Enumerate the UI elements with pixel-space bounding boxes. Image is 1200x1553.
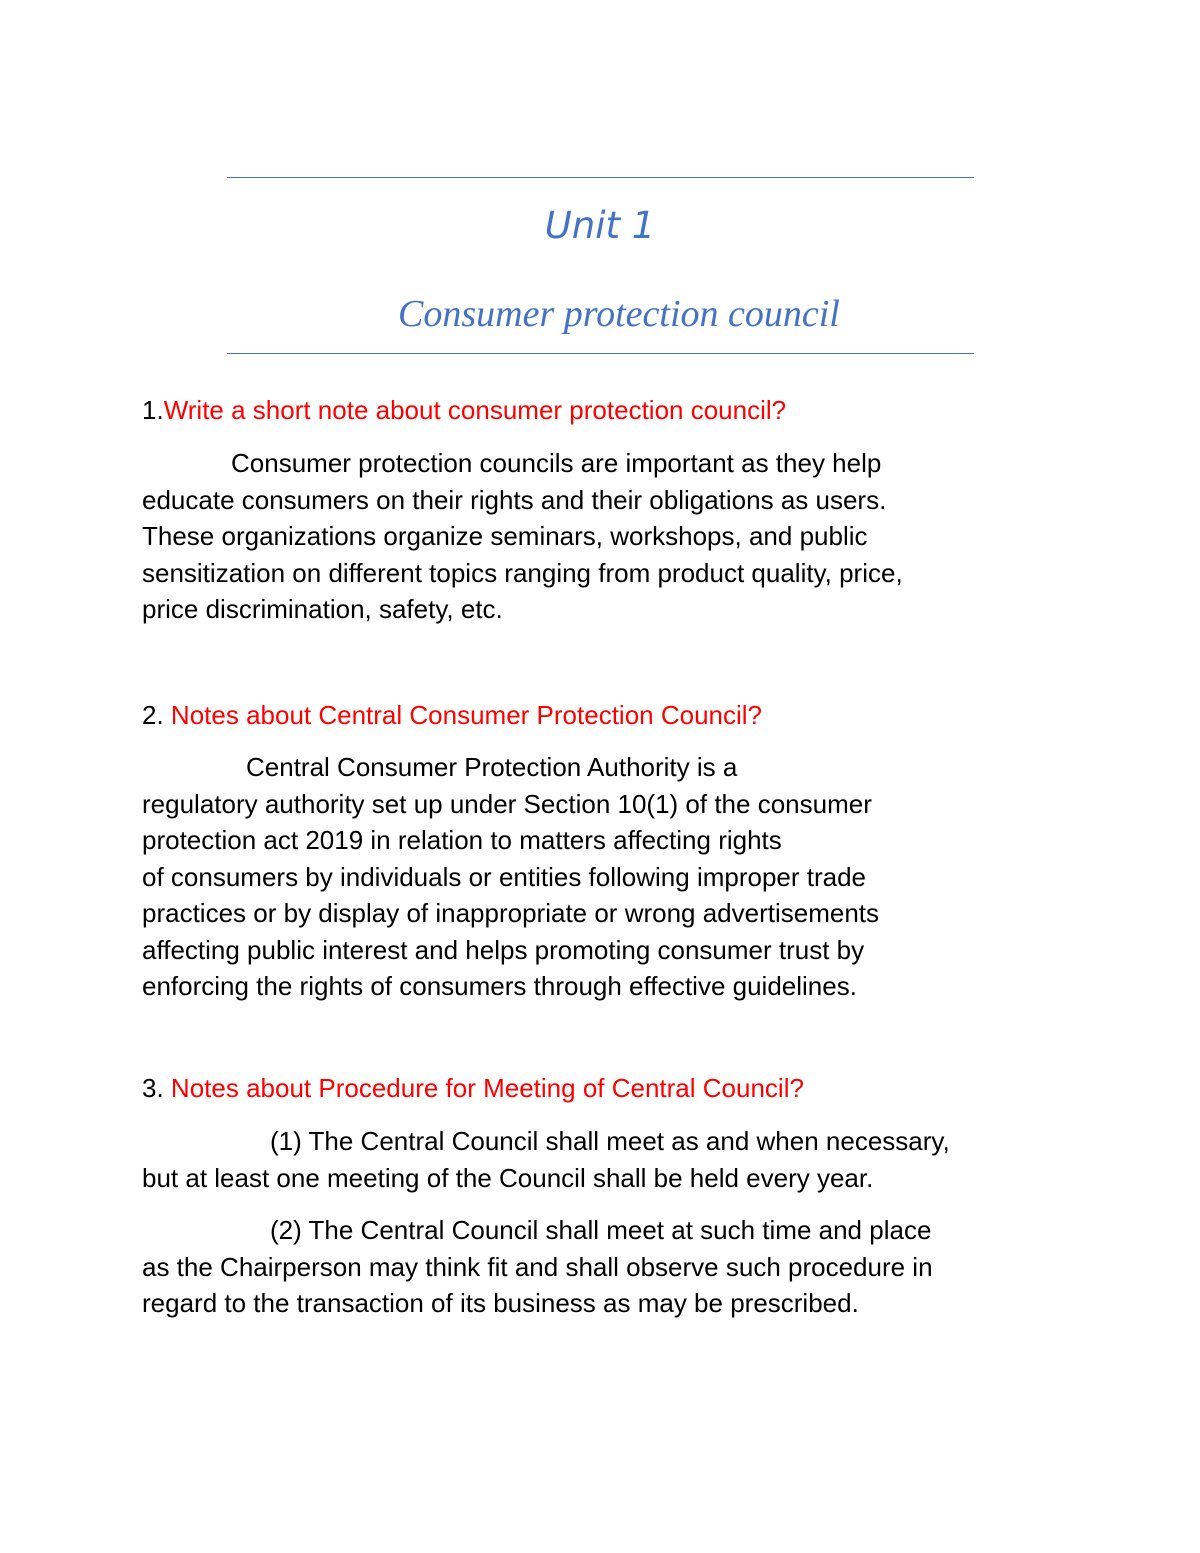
answer-line: regulatory authority set up under Section 10(1) of the consumer: [142, 788, 872, 819]
answer-3-paragraph-2: [142, 1212, 933, 1322]
answer-line: regard to the transaction of its business as may be prescribed.: [142, 1288, 859, 1318]
answer-line: price discrimination, safety, etc.: [142, 594, 503, 624]
question-3: [142, 1071, 804, 1105]
question-1: [142, 393, 786, 427]
question-text: Notes about Central Consumer Protection Council?: [170, 700, 763, 730]
answer-line: educate consumers on their rights and their obligations as users.: [142, 484, 887, 515]
question-text: Write a short note about consumer protection council?: [163, 395, 787, 425]
top-divider: [227, 177, 974, 178]
answer-line: as the Chairperson may think fit and shall observe such procedure in: [142, 1251, 933, 1282]
answer-line: affecting public interest and helps promoting consumer trust by: [142, 934, 865, 965]
answer-line: sensitization on different topics ranging from product quality, price,: [142, 557, 903, 588]
question-number: 2.: [142, 700, 171, 730]
question-number: 1.: [142, 395, 164, 425]
bottom-divider: [227, 353, 974, 354]
question-text: Notes about Procedure for Meeting of Central Council?: [170, 1073, 804, 1103]
answer-line: of consumers by individuals or entities following improper trade: [142, 861, 867, 892]
document-subtitle: Consumer protection council: [398, 293, 840, 335]
answer-1: [142, 445, 903, 628]
question-2: [142, 698, 762, 732]
answer-line: (1) The Central Council shall meet as and when necessary,: [270, 1126, 950, 1156]
answer-2: [142, 749, 879, 1005]
answer-line: Central Consumer Protection Authority is a: [246, 752, 738, 782]
unit-title: Unit 1: [544, 204, 656, 247]
answer-line: These organizations organize seminars, workshops, and public: [142, 521, 868, 551]
question-number: 3.: [142, 1073, 171, 1103]
answer-line: Consumer protection councils are important as they help: [231, 448, 882, 478]
answer-line: protection act 2019 in relation to matters affecting rights: [142, 825, 782, 855]
answer-line: (2) The Central Council shall meet at such time and place: [270, 1215, 932, 1245]
answer-line: enforcing the rights of consumers through effective guidelines.: [142, 971, 857, 1001]
answer-line: practices or by display of inappropriate or wrong advertisements: [142, 898, 880, 928]
answer-3-paragraph-1: [142, 1123, 950, 1196]
answer-line: but at least one meeting of the Council shall be held every year.: [142, 1162, 874, 1193]
